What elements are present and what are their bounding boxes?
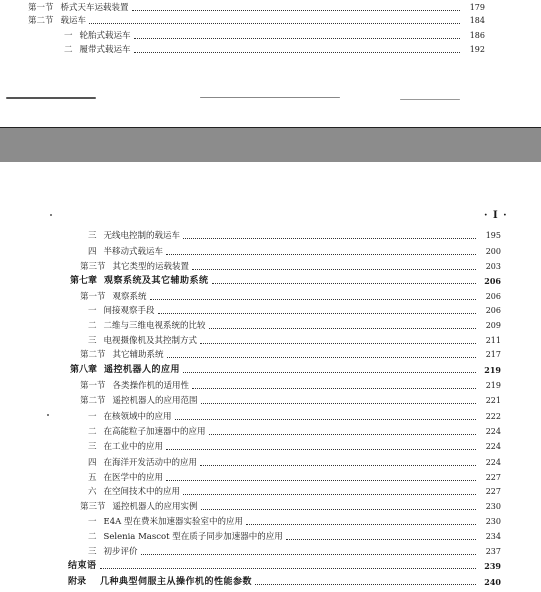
dot-leader	[255, 584, 476, 585]
top-page-fragment	[0, 0, 541, 100]
toc-entry-title: 遥控机器人的应用范围	[112, 396, 198, 406]
toc-page-number: 230	[485, 502, 501, 511]
toc-chapter-title: 几种典型伺服主从操作机的性能参数	[100, 577, 253, 587]
page-divider-band	[0, 128, 541, 162]
toc-chapter-row	[68, 560, 501, 572]
toc-page-number: 206	[485, 306, 501, 315]
toc-row	[80, 501, 501, 513]
toc-page-number: 203	[485, 262, 501, 271]
dot-leader	[166, 480, 476, 481]
dot-leader	[100, 568, 476, 569]
toc-row	[80, 380, 501, 392]
dot-leader	[192, 269, 476, 270]
toc-page-number: 186	[469, 31, 485, 40]
toc-section-number: 第一节	[80, 381, 106, 391]
toc-page-number: 222	[485, 412, 501, 421]
toc-page-number: 227	[485, 473, 501, 482]
toc-page-number: 240	[484, 577, 501, 587]
toc-entry-title: 在空间技术中的应用	[103, 487, 181, 497]
toc-section-number: 第二节	[80, 396, 106, 406]
toc-page-number: 234	[485, 532, 501, 541]
dot-leader	[212, 283, 476, 284]
dot-leader	[89, 23, 460, 24]
toc-row	[80, 291, 501, 303]
toc-section-number: 二	[88, 427, 97, 437]
toc-row	[28, 15, 485, 27]
toc-section-number: 三	[88, 442, 97, 452]
toc-entry-title: 半移动式载运车	[103, 247, 164, 257]
dot-leader	[192, 388, 476, 389]
toc-row	[88, 457, 501, 469]
dot-leader	[150, 299, 476, 300]
toc-page-number: 224	[485, 427, 501, 436]
toc-entry-title: 电视摄像机及其控制方式	[103, 336, 198, 346]
dot-leader	[141, 554, 476, 555]
toc-section-number: 五	[88, 473, 97, 483]
toc-page-number: 200	[485, 247, 501, 256]
toc-page-number: 209	[485, 321, 501, 330]
toc-row	[88, 246, 501, 258]
toc-chapter-number: 附录	[68, 577, 87, 587]
toc-page-number: 230	[485, 517, 501, 526]
dot-leader	[166, 449, 476, 450]
toc-entry-title: Selenia Mascot 型在质子同步加速器中的应用	[103, 532, 283, 542]
toc-section-number: 三	[88, 231, 97, 241]
toc-row	[88, 426, 501, 438]
toc-entry-title: 其它辅助系统	[112, 350, 164, 360]
toc-row	[88, 335, 501, 347]
toc-row	[88, 531, 501, 543]
toc-section-number: 一	[88, 517, 97, 527]
dot-leader	[158, 313, 476, 314]
toc-entry-title: 轮胎式载运车	[79, 31, 131, 41]
toc-row	[64, 44, 485, 56]
toc-page-number: 224	[485, 442, 501, 451]
toc-chapter-row	[68, 576, 501, 588]
toc-chapter-number: 第七章	[70, 276, 98, 286]
toc-entry-title: 无线电控制的载运车	[103, 231, 181, 241]
toc-entry-title: 遥控机器人的应用实例	[112, 502, 198, 512]
toc-row	[80, 349, 501, 361]
toc-chapter-title: 观察系统及其它辅助系统	[104, 276, 209, 286]
toc-section-number: 一	[88, 306, 97, 316]
toc-section-number: 二	[88, 321, 97, 331]
toc-row	[88, 305, 501, 317]
toc-section-number: 第三节	[80, 502, 106, 512]
toc-row	[88, 472, 501, 484]
toc-page-number: 227	[485, 487, 501, 496]
toc-page-number: 224	[485, 458, 501, 467]
toc-page-number: 237	[485, 547, 501, 556]
toc-row	[88, 411, 501, 423]
toc-section-number: 三	[88, 547, 97, 557]
toc-row	[88, 486, 501, 498]
toc-section-number: 四	[88, 247, 97, 257]
toc-entry-title: 履带式载运车	[79, 45, 131, 55]
scan-smudge	[400, 99, 460, 100]
scan-smudge	[200, 97, 340, 98]
dot-leader	[201, 403, 476, 404]
toc-chapter-row	[70, 275, 501, 287]
toc-entry-title: 在核领域中的应用	[103, 412, 172, 422]
toc-section-number: 一	[88, 412, 97, 422]
toc-page-number: 184	[469, 16, 485, 25]
toc-page-number: 179	[469, 3, 485, 12]
toc-chapter-row	[70, 364, 501, 376]
dot-leader	[134, 38, 460, 39]
dot-leader	[166, 254, 476, 255]
toc-entry-title: E4A 型在费米加速器实验室中的应用	[103, 517, 243, 527]
roman-page-marker: · Ⅰ ·	[484, 210, 508, 221]
toc-page-number: 221	[485, 396, 501, 405]
toc-entry-title: 观察系统	[112, 292, 147, 302]
toc-entry-title: 桥式天车运载装置	[60, 3, 129, 13]
toc-section-number: 第一节	[80, 292, 106, 302]
toc-entry-title: 在高能粒子加速器中的应用	[103, 427, 206, 437]
toc-section-number: 三	[88, 336, 97, 346]
toc-entry-title: 在海洋开发活动中的应用	[103, 458, 198, 468]
dot-leader	[167, 357, 476, 358]
toc-chapter-title: 结束语	[68, 561, 97, 571]
toc-page-number: 219	[484, 365, 501, 375]
dot-leader	[200, 465, 476, 466]
toc-page-number: 239	[484, 561, 501, 571]
dot-leader	[286, 539, 476, 540]
scan-smudge	[50, 214, 52, 216]
toc-row	[80, 395, 501, 407]
toc-entry-title: 在工业中的应用	[103, 442, 164, 452]
toc-entry-title: 二维与三维电视系统的比较	[103, 321, 206, 331]
toc-row	[88, 320, 501, 332]
dot-leader	[209, 434, 476, 435]
toc-entry-title: 间接观察手段	[103, 306, 155, 316]
toc-section-number: 四	[88, 458, 97, 468]
toc-page-number: 195	[485, 231, 501, 240]
toc-page-number: 206	[484, 276, 501, 286]
toc-section-number: 第三节	[80, 262, 106, 272]
toc-chapter-number: 第八章	[70, 365, 98, 375]
toc-section-number: 一	[64, 31, 73, 41]
toc-entry-title: 在医学中的应用	[103, 473, 164, 483]
dot-leader	[200, 343, 476, 344]
toc-section-number: 第二节	[80, 350, 106, 360]
toc-section-number: 二	[88, 532, 97, 542]
scan-smudge	[6, 97, 96, 99]
toc-page-number: 211	[485, 336, 501, 345]
toc-entry-title: 其它类型的运载装置	[112, 262, 190, 272]
scan-smudge	[47, 414, 49, 416]
dot-leader	[183, 372, 476, 373]
toc-page-number: 219	[485, 381, 501, 390]
toc-entry-title: 载运车	[60, 16, 87, 26]
dot-leader	[134, 52, 460, 53]
toc-page-number: 206	[485, 292, 501, 301]
dot-leader	[132, 10, 460, 11]
dot-leader	[183, 494, 476, 495]
bottom-page-fragment	[0, 162, 541, 592]
toc-section-number: 第一节	[28, 3, 54, 13]
dot-leader	[175, 419, 476, 420]
toc-entry-title: 初步评价	[103, 547, 138, 557]
toc-page-number: 217	[485, 350, 501, 359]
toc-row	[64, 30, 485, 42]
dot-leader	[209, 328, 476, 329]
toc-row	[80, 261, 501, 273]
toc-row	[28, 2, 485, 14]
toc-section-number: 六	[88, 487, 97, 497]
toc-entry-title: 各类操作机的适用性	[112, 381, 190, 391]
toc-row	[88, 230, 501, 242]
toc-chapter-title: 遥控机器人的应用	[104, 365, 181, 375]
dot-leader	[201, 509, 476, 510]
dot-leader	[183, 238, 476, 239]
toc-row	[88, 516, 501, 528]
dot-leader	[246, 524, 476, 525]
toc-section-number: 二	[64, 45, 73, 55]
toc-section-number: 第二节	[28, 16, 54, 26]
toc-row	[88, 441, 501, 453]
toc-row	[88, 546, 501, 558]
toc-page-number: 192	[469, 45, 485, 54]
